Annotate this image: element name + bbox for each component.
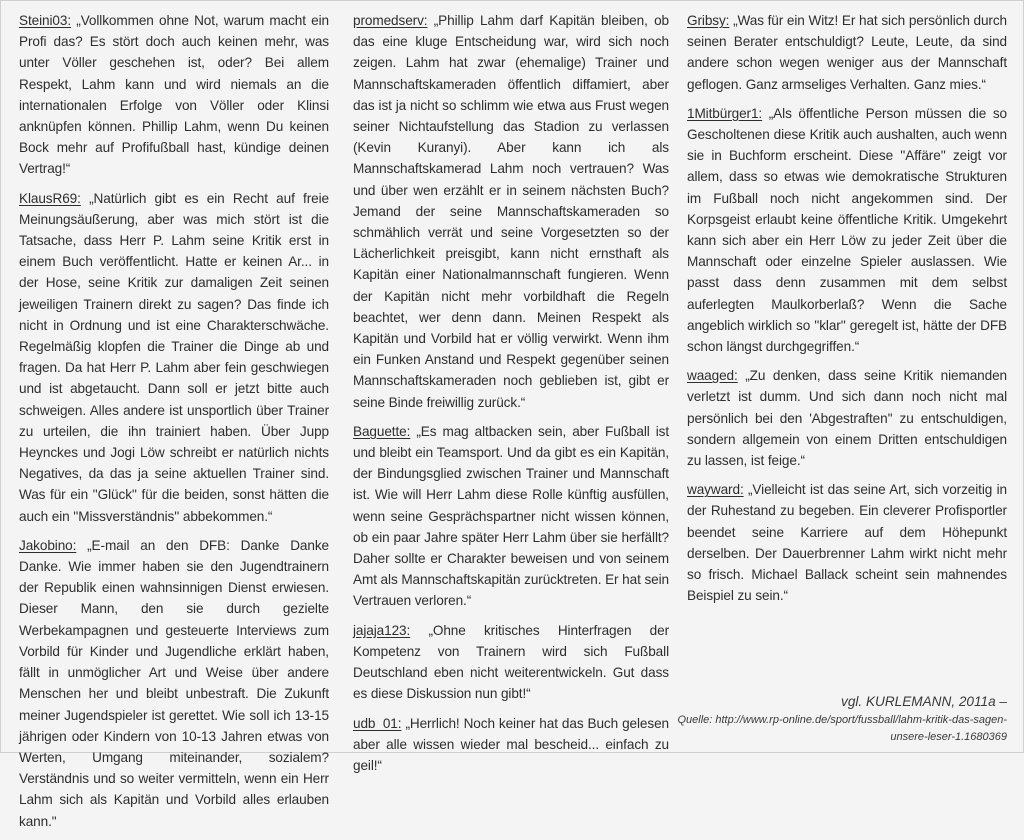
comment <box>353 10 669 413</box>
comment-text: „Herrlich! Noch keiner hat das Buch gelesen aber alle wissen wieder mal bescheid... einfach zu geil!“ <box>353 715 669 773</box>
comment <box>19 535 329 832</box>
comment-username: promedserv: <box>353 13 428 28</box>
comment-username: 1Mitbürger1: <box>687 105 763 121</box>
comment <box>353 713 669 777</box>
source-citation <box>677 691 1007 746</box>
comment-username: wayward: <box>687 482 744 498</box>
comment-text: „Phillip Lahm darf Kapitän bleiben, ob das eine kluge Entscheidung war, wird sich noch zeigen. Lahm hat zwar (ehemalige) Trainer und Mannschaftskameraden öffentlich diffamiert, aber das ist ja nicht so schlimm wie etwa aus Frust wegen seiner Nichtaufstellung das Stadion zu verlassen (Kevin Kuranyi). Aber kann ich als Mannschaftskamerad Lahm noch vertrauen? Was und über wen erzählt er in seinem nächsten Buch? Jemand der seine Mannschaftskameraden so schmählich verrät und seine Vorgesetzten so der Lächerlichkeit preisgibt, kann nicht ernsthaft als Kapitän einer Nationalmannschaft fungieren. Wenn der Kapitän nicht mehr vorbildhaft die Regeln beachtet, wer denn dann. Meinen Respekt als Kapitän und Vorbild hat er völlig verwirkt. Wenn ihm ein Funken Anstand und Respekt gegenüber seinen Mannschaftskameraden noch geblieben ist, gibt er seine Binde freiwillig zurück.“ <box>353 13 669 410</box>
column-3 <box>687 10 1007 614</box>
comment-text: „Es mag altbacken sein, aber Fußball ist und bleibt ein Teamsport. Und da gibt es ein Kapitän, der Bindungsglied zwischen Trainer und Mannschaft ist. Wie will Herr Lahm diese Rolle künftig ausfüllen, wenn seine Gesprächspartner nicht wissen können, ob ein paar Jahre später Herr Lahm über sie herfällt? Daher sollte er Charakter beweisen und von seinem Amt als Mannschaftskapitän zurücktreten. Er hat sein Vertrauen verloren.“ <box>353 423 669 609</box>
comment <box>353 421 669 612</box>
comment-username: KlausR69: <box>19 190 81 206</box>
comment <box>19 10 329 180</box>
column-2 <box>353 10 669 784</box>
comment-text: „Zu denken, dass seine Kritik niemanden verletzt ist dumm. Und sich dann noch nicht mal persönlich bei den 'Abgestraften'' zu entschuldigen, sondern allgemein von einem Dritten entschuldigen zu lassen, ist feige.“ <box>687 368 1007 469</box>
comment <box>19 188 329 527</box>
comment <box>353 620 669 705</box>
comment-username: jajaja123: <box>353 622 411 638</box>
comment-text: „Als öffentliche Person müssen die so Gescholtenen diese Kritik auch aushalten, auch wenn sie in Buchform erscheint. Diese ''Affäre'' zeigt vor allem, dass so etwas wie demokratische Strukturen im Fußball noch nicht angekommen sind. Der Korpsgeist erlaubt keine öffentliche Kritik. Umgekehrt kann sich aber ein Herr Löw zu jeder Zeit über die Mannschaft oder einzelne Spieler auslassen. Wie passt dass denn zusammen mit dem selbst auferlegten Maulkorberlaß? Wenn die Sache angeblich wirklich so ''klar'' geregelt ist, hätte der DFB schon längst durchgegriffen.“ <box>687 105 1007 355</box>
comment-username: waaged: <box>687 368 738 384</box>
comment <box>687 479 1007 606</box>
comment-text: „E-mail an den DFB: Danke Danke Danke. Wie immer haben sie den Jugendtrainern der Republik einen wahnsinnigen Dienst erwiesen. Dieser Mann, den sie durch gezielte Werbekampagnen und gesteuerte Interviews zum Vorbild für Kinder und Jugendliche erklärt haben, fällt in unmöglicher Art und Weise über andere Menschen her und bleibt unbestraft. Die Zukunft meiner Jugendspieler ist gerettet. Wie soll ich 13-15 jährigen oder Kindern von 10-13 Jahren etwas von Werten, Umgang miteinander, sozialem? Verständnis und so weiter vermitteln, wenn ein Herr Lahm sich als Kapitän und Vorbild alles erlauben kann." <box>19 537 329 829</box>
comment-text: „Vielleicht ist das seine Art, sich vorzeitig in der Ruhestand zu begeben. Ein cleverer Profisportler beendet seine Karriere auf dem Höhepunkt derselben. Der Dauerbrenner Lahm wirkt nicht mehr so frisch. Michael Ballack scheint sein mahnendes Beispiel zu sein.“ <box>687 482 1007 604</box>
comment-username: udb_01: <box>353 715 402 731</box>
comment-username: Baguette: <box>353 423 411 439</box>
comment-username: Jakobino: <box>19 537 77 553</box>
comment-username: Gribsy: <box>687 13 730 28</box>
citation-text: vgl. KURLEMANN, 2011a – <box>841 694 1007 709</box>
comment-text: „Was für ein Witz! Er hat sich persönlich durch seinen Berater entschuldigt? Leute, Leute, da sind andere schon wegen weniger aus der Mannschaft geflogen. Ganz armseliges Verhalten. Ganz mies.“ <box>687 13 1008 92</box>
comment <box>687 365 1007 471</box>
source-url: Quelle: http://www.rp-online.de/sport/fussball/lahm-kritik-das-sagen-unsere-leser-1.1680369 <box>677 714 1007 743</box>
comment-username: Steini03: <box>19 13 72 28</box>
comment <box>687 103 1007 357</box>
comment-text: „Natürlich gibt es ein Recht auf freie Meinungsäußerung, aber was mich stört ist die Tatsache, dass Herr P. Lahm seine Kritik erst in einem Buch veröffentlicht. Hatte er keinen Ar... in der Hose, seine Kritik zur damaligen Zeit seinen jeweiligen Trainern direkt zu sagen? Das finde ich nicht in Ordnung und ist eine Charakterschwäche. Regelmäßig klopfen die Trainer die Dinge ab und fragen. Da hat Herr P. Lahm aber fein geschwiegen und ist abgetaucht. Dann soll er jetzt bitte auch schweigen. Alles andere ist unsportlich über Trainer zu urteilen, die ihn trainiert haben. Über Jupp Heynckes und Jogi Löw schreibt er natürlich nichts Negatives, da das ja seine aktuellen Trainer sind. Was für ein ''Glück'' für die beiden, sonst hätten die auch ein ''Missverständnis'' abbekommen.“ <box>19 190 329 524</box>
comment <box>687 10 1007 95</box>
comment-text: „Vollkommen ohne Not, warum macht ein Profi das? Es stört doch auch keinen mehr, was unter Völler geschehen ist, oder? Bei allem Respekt, Lahm kann und wird niemals an die internationalen Erfolge von Völler oder Klinsi anknüpfen können. Phillip Lahm, wenn Du keinen Bock mehr auf Profifußball hast, kündige deinen Vertrag!“ <box>19 13 329 177</box>
column-1 <box>19 10 329 840</box>
comment-text: „Ohne kritisches Hinterfragen der Kompetenz von Trainern wird sich Fußball Deutschland eben nicht weiterentwickeln. Gut dass es diese Diskussion nun gibt!“ <box>353 622 669 702</box>
